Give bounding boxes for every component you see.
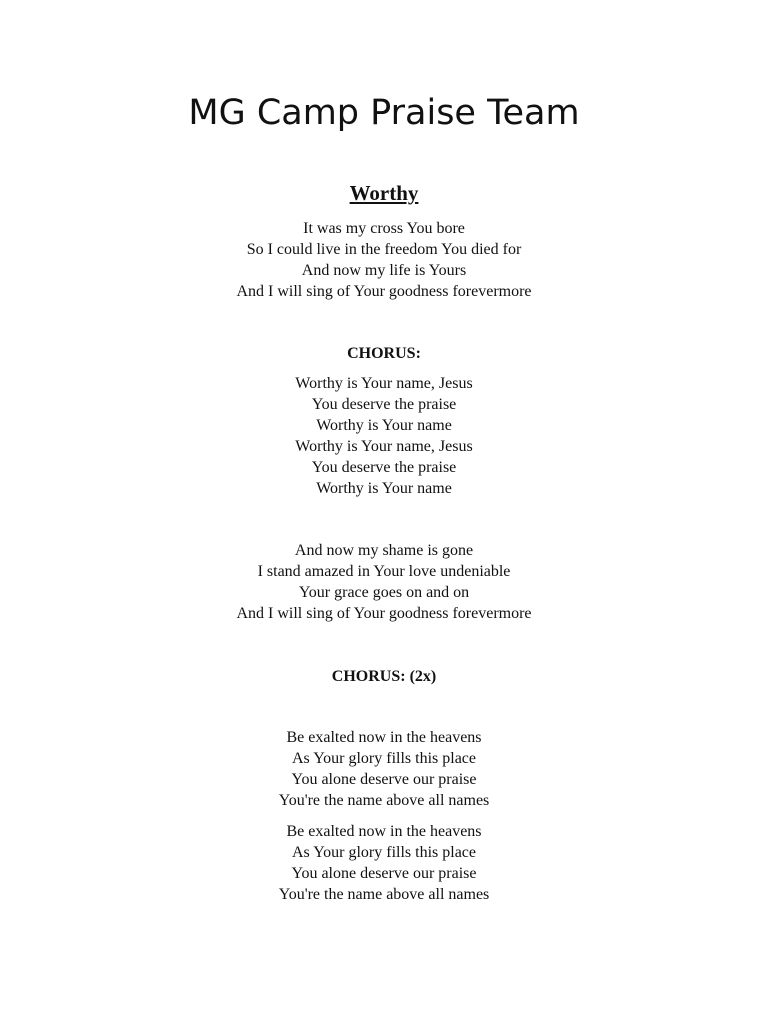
- lyric-line: As Your glory fills this place: [292, 749, 476, 767]
- lyric-line: So I could live in the freedom You died for: [246, 240, 522, 258]
- lyric-line: Worthy is Your name: [316, 416, 452, 434]
- lyric-line: You alone deserve our praise: [291, 864, 477, 882]
- lyric-line: As Your glory fills this place: [292, 843, 476, 861]
- lyric-line: You deserve the praise: [311, 395, 457, 413]
- bridge-1: [0, 728, 768, 812]
- document-title: MG Camp Praise Team: [188, 93, 580, 133]
- lyric-line: Be exalted now in the heavens: [286, 823, 482, 840]
- lyric-line: And now my life is Yours: [301, 261, 467, 279]
- lyric-line: Be exalted now in the heavens: [286, 729, 482, 746]
- bridge-2: [0, 822, 768, 906]
- lyric-line: You're the name above all names: [278, 885, 490, 903]
- lyric-line: You alone deserve our praise: [291, 770, 477, 788]
- lyric-line: Worthy is Your name, Jesus: [295, 437, 473, 455]
- lyric-line: You deserve the praise: [311, 458, 457, 476]
- lyric-line: And I will sing of Your goodness forevermore: [236, 604, 532, 622]
- lyric-line: Worthy is Your name, Jesus: [295, 375, 473, 392]
- chorus-label: CHORUS:: [347, 345, 421, 362]
- lyric-line: It was my cross You bore: [303, 220, 465, 237]
- verse-1: [0, 219, 768, 303]
- verse-2: [0, 541, 768, 625]
- chorus: [0, 374, 768, 499]
- lyric-line: You're the name above all names: [278, 791, 490, 809]
- lyric-line: Your grace goes on and on: [298, 583, 470, 601]
- lyric-line: I stand amazed in Your love undeniable: [257, 562, 511, 580]
- song-title: Worthy: [349, 181, 419, 205]
- lyric-line: Worthy is Your name: [316, 479, 452, 497]
- lyric-line: And now my shame is gone: [294, 542, 474, 559]
- chorus-repeat-label: CHORUS: (2x): [331, 668, 437, 685]
- lyric-line: And I will sing of Your goodness forevermore: [236, 282, 532, 300]
